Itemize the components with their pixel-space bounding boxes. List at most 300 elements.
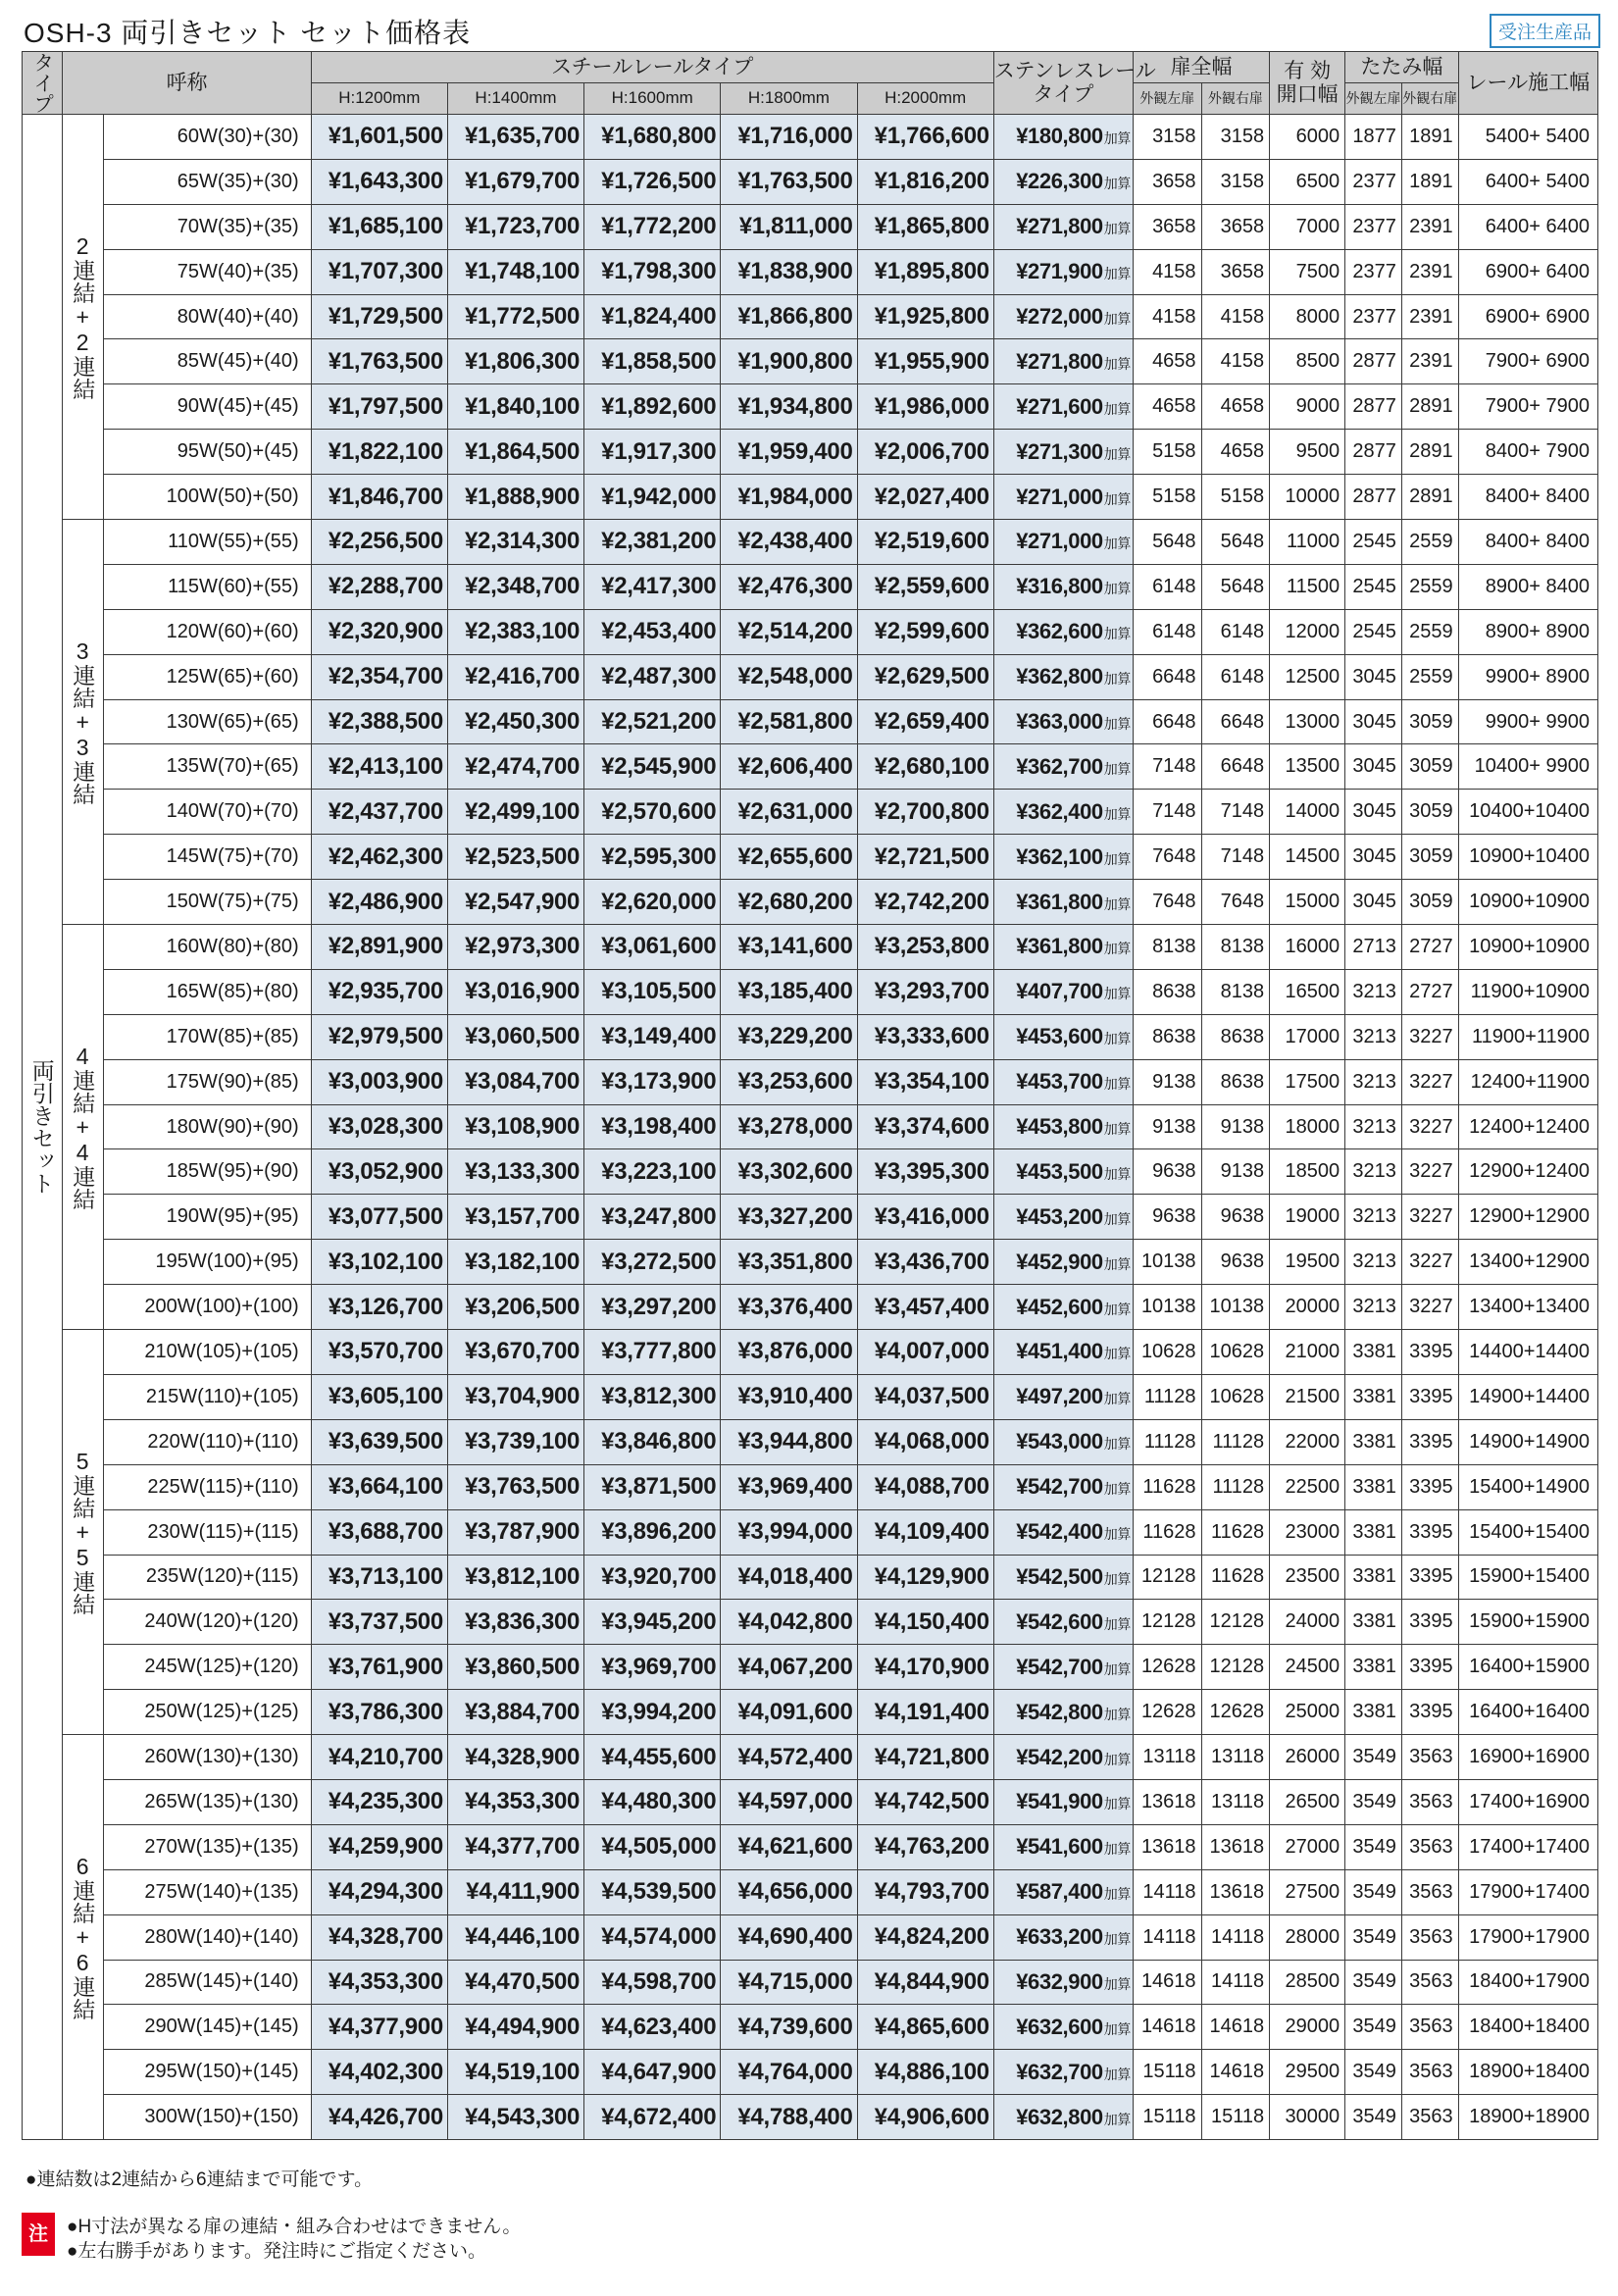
- stainless-price-value: ¥542,800: [1016, 1699, 1103, 1724]
- steel-price: ¥3,052,900: [311, 1149, 447, 1195]
- stainless-price: [993, 2050, 1133, 2095]
- steel-price: ¥4,572,400: [721, 1735, 857, 1780]
- header-folded-right: 外観右扉: [1401, 83, 1458, 115]
- steel-price: ¥4,543,300: [447, 2095, 583, 2140]
- opening-width: 18000: [1270, 1104, 1345, 1149]
- stainless-price: [993, 1600, 1133, 1645]
- door-right-width: 5648: [1201, 564, 1270, 609]
- door-right-width: 10628: [1201, 1330, 1270, 1375]
- steel-price: ¥3,084,700: [447, 1059, 583, 1104]
- steel-price: ¥4,470,500: [447, 1960, 583, 2005]
- steel-price: ¥2,417,300: [584, 564, 721, 609]
- steel-price: ¥3,028,300: [311, 1104, 447, 1149]
- door-right-width: 9638: [1201, 1240, 1270, 1285]
- rail-width: 18900+18400: [1458, 2050, 1597, 2095]
- folded-right-width: 3563: [1401, 1735, 1458, 1780]
- door-left-width: 5158: [1133, 475, 1201, 520]
- door-right-width: 13118: [1201, 1735, 1270, 1780]
- group-label: 6連結+6連結: [63, 1735, 103, 2140]
- stainless-price-value: ¥271,900: [1016, 259, 1103, 284]
- kasan-label: 加算: [1103, 176, 1131, 192]
- steel-price: ¥4,259,900: [311, 1824, 447, 1869]
- folded-right-width: 2559: [1401, 520, 1458, 565]
- steel-price: ¥4,621,600: [721, 1824, 857, 1869]
- stainless-price: [993, 1014, 1133, 1059]
- rail-width: 8400+ 8400: [1458, 520, 1597, 565]
- door-left-width: 13618: [1133, 1779, 1201, 1824]
- folded-right-width: 2391: [1401, 249, 1458, 294]
- steel-price: ¥2,891,900: [311, 925, 447, 970]
- table-row: [23, 249, 1598, 294]
- folded-right-width: 2727: [1401, 925, 1458, 970]
- folded-left-width: 3381: [1345, 1600, 1402, 1645]
- kasan-label: 加算: [1103, 1796, 1131, 1812]
- header-stainless-line2: タイプ: [1033, 82, 1094, 106]
- stainless-price: [993, 1645, 1133, 1690]
- steel-price: ¥4,574,000: [584, 1914, 721, 1960]
- steel-price: ¥2,381,200: [584, 520, 721, 565]
- rail-width: 10400+10400: [1458, 790, 1597, 835]
- size-name: 175W(90)+(85): [103, 1059, 311, 1104]
- door-left-width: 4158: [1133, 249, 1201, 294]
- folded-right-width: 2891: [1401, 430, 1458, 475]
- kasan-label: 加算: [1103, 490, 1131, 507]
- rail-width: 16900+16900: [1458, 1735, 1597, 1780]
- price-table-body: [23, 115, 1598, 2140]
- folded-left-width: 3549: [1345, 1914, 1402, 1960]
- door-left-width: 4158: [1133, 294, 1201, 339]
- stainless-price: [993, 1330, 1133, 1375]
- door-right-width: 9138: [1201, 1104, 1270, 1149]
- steel-price: ¥3,836,300: [447, 1600, 583, 1645]
- rail-width: 8900+ 8900: [1458, 609, 1597, 654]
- steel-price: ¥4,623,400: [584, 2005, 721, 2050]
- table-row: [23, 1195, 1598, 1240]
- steel-price: ¥3,141,600: [721, 925, 857, 970]
- door-left-width: 4658: [1133, 339, 1201, 384]
- steel-price: ¥4,091,600: [721, 1690, 857, 1735]
- door-right-width: 10138: [1201, 1285, 1270, 1330]
- stainless-price: [993, 654, 1133, 699]
- folded-left-width: 2713: [1345, 925, 1402, 970]
- door-right-width: 12128: [1201, 1645, 1270, 1690]
- size-name: 135W(70)+(65): [103, 744, 311, 790]
- rail-width: 12400+11900: [1458, 1059, 1597, 1104]
- stainless-price-value: ¥451,400: [1016, 1339, 1103, 1364]
- steel-price: ¥2,721,500: [857, 835, 993, 880]
- stainless-price-value: ¥407,700: [1016, 979, 1103, 1004]
- size-name: 150W(75)+(75): [103, 880, 311, 925]
- stainless-price-value: ¥271,000: [1016, 529, 1103, 554]
- opening-width: 7500: [1270, 249, 1345, 294]
- rail-width: 10400+ 9900: [1458, 744, 1597, 790]
- steel-price: ¥1,679,700: [447, 159, 583, 204]
- rail-width: 17400+16900: [1458, 1779, 1597, 1824]
- steel-price: ¥4,764,000: [721, 2050, 857, 2095]
- table-row: [23, 1779, 1598, 1824]
- stainless-price: [993, 1735, 1133, 1780]
- steel-price: ¥3,664,100: [311, 1464, 447, 1509]
- table-row: [23, 1014, 1598, 1059]
- steel-price: ¥1,917,300: [584, 430, 721, 475]
- steel-price: ¥2,659,400: [857, 699, 993, 744]
- stainless-price-value: ¥632,900: [1016, 1968, 1103, 1994]
- steel-price: ¥4,480,300: [584, 1779, 721, 1824]
- size-name: 270W(135)+(135): [103, 1824, 311, 1869]
- folded-left-width: 2545: [1345, 564, 1402, 609]
- table-row: [23, 1690, 1598, 1735]
- kasan-label: 加算: [1103, 986, 1131, 1002]
- steel-price: ¥1,643,300: [311, 159, 447, 204]
- table-row: [23, 1869, 1598, 1914]
- door-right-width: 6648: [1201, 744, 1270, 790]
- size-name: 85W(45)+(40): [103, 339, 311, 384]
- folded-right-width: 3395: [1401, 1374, 1458, 1419]
- folded-left-width: 3213: [1345, 1059, 1402, 1104]
- folded-right-width: 3563: [1401, 1779, 1458, 1824]
- opening-width: 12500: [1270, 654, 1345, 699]
- table-row: [23, 1464, 1598, 1509]
- rail-width: 12900+12400: [1458, 1149, 1597, 1195]
- kasan-label: 加算: [1103, 400, 1131, 417]
- steel-price: ¥2,559,600: [857, 564, 993, 609]
- header-stainless-line1: ステンレスレール: [993, 60, 1156, 83]
- folded-right-width: 2391: [1401, 294, 1458, 339]
- header-type: タイプ: [23, 52, 63, 115]
- steel-price: ¥1,748,100: [447, 249, 583, 294]
- steel-price: ¥3,061,600: [584, 925, 721, 970]
- door-right-width: 13618: [1201, 1869, 1270, 1914]
- opening-width: 25000: [1270, 1690, 1345, 1735]
- kasan-label: 加算: [1103, 445, 1131, 462]
- folded-right-width: 1891: [1401, 115, 1458, 160]
- folded-right-width: 3227: [1401, 1195, 1458, 1240]
- door-right-width: 6648: [1201, 699, 1270, 744]
- table-row: [23, 1509, 1598, 1555]
- steel-price: ¥2,935,700: [311, 969, 447, 1014]
- folded-right-width: 3563: [1401, 1869, 1458, 1914]
- stainless-price: [993, 204, 1133, 249]
- folded-left-width: 2377: [1345, 159, 1402, 204]
- opening-width: 13500: [1270, 744, 1345, 790]
- stainless-price: [993, 1240, 1133, 1285]
- folded-left-width: 3549: [1345, 2050, 1402, 2095]
- folded-right-width: 2391: [1401, 339, 1458, 384]
- steel-price: ¥4,763,200: [857, 1824, 993, 1869]
- stainless-price: [993, 430, 1133, 475]
- folded-left-width: 3549: [1345, 1779, 1402, 1824]
- steel-price: ¥1,798,300: [584, 249, 721, 294]
- door-left-width: 14618: [1133, 2005, 1201, 2050]
- stainless-price: [993, 1104, 1133, 1149]
- steel-price: ¥3,639,500: [311, 1419, 447, 1464]
- header-rail: レール施工幅: [1458, 52, 1597, 115]
- folded-right-width: 3059: [1401, 880, 1458, 925]
- door-left-width: 7148: [1133, 790, 1201, 835]
- steel-price: ¥4,455,600: [584, 1735, 721, 1780]
- steel-price: ¥3,351,800: [721, 1240, 857, 1285]
- steel-price: ¥4,037,500: [857, 1374, 993, 1419]
- steel-price: ¥3,871,500: [584, 1464, 721, 1509]
- steel-price: ¥4,742,500: [857, 1779, 993, 1824]
- size-name: 65W(35)+(30): [103, 159, 311, 204]
- kasan-label: 加算: [1103, 1391, 1131, 1407]
- folded-right-width: 1891: [1401, 159, 1458, 204]
- steel-price: ¥2,581,800: [721, 699, 857, 744]
- stainless-price-value: ¥226,300: [1016, 169, 1103, 194]
- steel-price: ¥2,486,900: [311, 880, 447, 925]
- opening-width: 24000: [1270, 1600, 1345, 1645]
- opening-width: 18500: [1270, 1149, 1345, 1195]
- steel-price: ¥2,547,900: [447, 880, 583, 925]
- door-right-width: 10628: [1201, 1374, 1270, 1419]
- steel-price: ¥4,597,000: [721, 1779, 857, 1824]
- stainless-price-value: ¥453,800: [1016, 1114, 1103, 1140]
- steel-price: ¥2,742,200: [857, 880, 993, 925]
- steel-price: ¥3,944,800: [721, 1419, 857, 1464]
- door-left-width: 7148: [1133, 744, 1201, 790]
- size-name: 60W(30)+(30): [103, 115, 311, 160]
- steel-price: ¥1,925,800: [857, 294, 993, 339]
- table-row: [23, 744, 1598, 790]
- steel-price: ¥2,620,000: [584, 880, 721, 925]
- steel-price: ¥2,438,400: [721, 520, 857, 565]
- steel-price: ¥3,223,100: [584, 1149, 721, 1195]
- stainless-price-value: ¥271,800: [1016, 214, 1103, 239]
- steel-price: ¥3,786,300: [311, 1690, 447, 1735]
- table-row: [23, 2005, 1598, 2050]
- steel-price: ¥2,487,300: [584, 654, 721, 699]
- steel-price: ¥3,969,700: [584, 1645, 721, 1690]
- opening-width: 9000: [1270, 384, 1345, 430]
- stainless-price-value: ¥453,600: [1016, 1024, 1103, 1049]
- steel-price: ¥2,680,200: [721, 880, 857, 925]
- door-left-width: 12128: [1133, 1600, 1201, 1645]
- size-name: 235W(120)+(115): [103, 1555, 311, 1600]
- rail-width: 15900+15400: [1458, 1555, 1597, 1600]
- size-name: 250W(125)+(125): [103, 1690, 311, 1735]
- folded-left-width: 3549: [1345, 1869, 1402, 1914]
- folded-left-width: 3045: [1345, 744, 1402, 790]
- stainless-price-value: ¥453,200: [1016, 1203, 1103, 1229]
- steel-price: ¥4,294,300: [311, 1869, 447, 1914]
- steel-price: ¥1,955,900: [857, 339, 993, 384]
- opening-width: 9500: [1270, 430, 1345, 475]
- table-row: [23, 1735, 1598, 1780]
- opening-width: 19500: [1270, 1240, 1345, 1285]
- table-row: [23, 790, 1598, 835]
- steel-price: ¥3,060,500: [447, 1014, 583, 1059]
- folded-left-width: 3213: [1345, 1285, 1402, 1330]
- kasan-label: 加算: [1103, 1121, 1131, 1138]
- folded-left-width: 2877: [1345, 339, 1402, 384]
- stainless-price: [993, 1149, 1133, 1195]
- folded-left-width: 3381: [1345, 1645, 1402, 1690]
- steel-price: ¥3,910,400: [721, 1374, 857, 1419]
- folded-left-width: 3549: [1345, 2005, 1402, 2050]
- steel-price: ¥1,865,800: [857, 204, 993, 249]
- stainless-price: [993, 115, 1133, 160]
- steel-price: ¥4,844,900: [857, 1960, 993, 2005]
- steel-price: ¥3,327,200: [721, 1195, 857, 1240]
- steel-price: ¥4,715,000: [721, 1960, 857, 2005]
- door-right-width: 8138: [1201, 969, 1270, 1014]
- kasan-label: 加算: [1103, 805, 1131, 822]
- steel-price: ¥1,685,100: [311, 204, 447, 249]
- opening-width: 28500: [1270, 1960, 1345, 2005]
- door-left-width: 12628: [1133, 1690, 1201, 1735]
- steel-price: ¥3,812,100: [447, 1555, 583, 1600]
- steel-price: ¥2,523,500: [447, 835, 583, 880]
- door-right-width: 4658: [1201, 430, 1270, 475]
- door-right-width: 11128: [1201, 1464, 1270, 1509]
- folded-left-width: 1877: [1345, 115, 1402, 160]
- rail-width: 16400+16400: [1458, 1690, 1597, 1735]
- steel-price: ¥4,647,900: [584, 2050, 721, 2095]
- door-left-width: 14118: [1133, 1869, 1201, 1914]
- opening-width: 6500: [1270, 159, 1345, 204]
- header-h2000: H:2000mm: [857, 83, 993, 115]
- stainless-price-value: ¥542,700: [1016, 1474, 1103, 1500]
- steel-price: ¥1,934,800: [721, 384, 857, 430]
- door-left-width: 4658: [1133, 384, 1201, 430]
- table-row: [23, 1059, 1598, 1104]
- group-label: 5連結+5連結: [63, 1330, 103, 1735]
- steel-price: ¥4,129,900: [857, 1555, 993, 1600]
- note-connections: ●連結数は2連結から6連結まで可能です。: [25, 2169, 374, 2190]
- size-name: 220W(110)+(110): [103, 1419, 311, 1464]
- stainless-price-value: ¥362,100: [1016, 843, 1103, 869]
- steel-price: ¥4,210,700: [311, 1735, 447, 1780]
- rail-width: 17900+17900: [1458, 1914, 1597, 1960]
- opening-width: 23500: [1270, 1555, 1345, 1600]
- table-row: [23, 969, 1598, 1014]
- size-name: 290W(145)+(145): [103, 2005, 311, 2050]
- stainless-price: [993, 339, 1133, 384]
- door-left-width: 5648: [1133, 520, 1201, 565]
- steel-price: ¥4,519,100: [447, 2050, 583, 2095]
- steel-price: ¥1,888,900: [447, 475, 583, 520]
- header-opening: [1270, 52, 1345, 115]
- kasan-label: 加算: [1103, 1886, 1131, 1903]
- opening-width: 29000: [1270, 2005, 1345, 2050]
- size-name: 265W(135)+(130): [103, 1779, 311, 1824]
- steel-price: ¥2,413,100: [311, 744, 447, 790]
- door-right-width: 5648: [1201, 520, 1270, 565]
- folded-left-width: 3045: [1345, 699, 1402, 744]
- rail-width: 7900+ 6900: [1458, 339, 1597, 384]
- kasan-label: 加算: [1103, 1841, 1131, 1858]
- opening-width: 29500: [1270, 2050, 1345, 2095]
- stainless-price: [993, 249, 1133, 294]
- folded-left-width: 3213: [1345, 1149, 1402, 1195]
- rail-width: 8900+ 8400: [1458, 564, 1597, 609]
- stainless-price: [993, 2095, 1133, 2140]
- folded-left-width: 3381: [1345, 1555, 1402, 1600]
- kasan-label: 加算: [1103, 1481, 1131, 1498]
- steel-price: ¥3,670,700: [447, 1330, 583, 1375]
- steel-price: ¥2,462,300: [311, 835, 447, 880]
- steel-price: ¥3,860,500: [447, 1645, 583, 1690]
- opening-width: 20000: [1270, 1285, 1345, 1330]
- steel-price: ¥1,942,000: [584, 475, 721, 520]
- header-door-width: 扉全幅: [1133, 52, 1269, 83]
- rail-width: 5400+ 5400: [1458, 115, 1597, 160]
- folded-right-width: 3395: [1401, 1464, 1458, 1509]
- size-name: 260W(130)+(130): [103, 1735, 311, 1780]
- folded-right-width: 2559: [1401, 654, 1458, 699]
- door-left-width: 13118: [1133, 1735, 1201, 1780]
- stainless-price: [993, 790, 1133, 835]
- folded-right-width: 3059: [1401, 744, 1458, 790]
- table-row: [23, 2050, 1598, 2095]
- steel-price: ¥3,570,700: [311, 1330, 447, 1375]
- steel-price: ¥1,635,700: [447, 115, 583, 160]
- steel-price: ¥4,353,300: [311, 1960, 447, 2005]
- steel-price: ¥4,150,400: [857, 1600, 993, 1645]
- door-left-width: 8138: [1133, 925, 1201, 970]
- header-door-left: 外観左扉: [1133, 83, 1201, 115]
- steel-price: ¥1,959,400: [721, 430, 857, 475]
- door-left-width: 12628: [1133, 1645, 1201, 1690]
- steel-price: ¥1,729,500: [311, 294, 447, 339]
- steel-price: ¥1,895,800: [857, 249, 993, 294]
- folded-right-width: 3395: [1401, 1419, 1458, 1464]
- door-right-width: 12128: [1201, 1600, 1270, 1645]
- size-name: 170W(85)+(85): [103, 1014, 311, 1059]
- size-name: 225W(115)+(110): [103, 1464, 311, 1509]
- rail-width: 13400+12900: [1458, 1240, 1597, 1285]
- steel-price: ¥1,858,500: [584, 339, 721, 384]
- steel-price: ¥4,739,600: [721, 2005, 857, 2050]
- rail-width: 9900+ 9900: [1458, 699, 1597, 744]
- steel-price: ¥4,353,300: [447, 1779, 583, 1824]
- folded-left-width: 2877: [1345, 475, 1402, 520]
- opening-width: 6000: [1270, 115, 1345, 160]
- folded-left-width: 3213: [1345, 1014, 1402, 1059]
- steel-price: ¥3,713,100: [311, 1555, 447, 1600]
- door-right-width: 13618: [1201, 1824, 1270, 1869]
- folded-right-width: 3563: [1401, 2050, 1458, 2095]
- steel-price: ¥3,198,400: [584, 1104, 721, 1149]
- steel-price: ¥4,235,300: [311, 1779, 447, 1824]
- size-name: 180W(90)+(90): [103, 1104, 311, 1149]
- table-row: [23, 1374, 1598, 1419]
- door-right-width: 4158: [1201, 339, 1270, 384]
- kasan-label: 加算: [1103, 941, 1131, 957]
- steel-price: ¥3,704,900: [447, 1374, 583, 1419]
- steel-price: ¥1,806,300: [447, 339, 583, 384]
- opening-width: 21000: [1270, 1330, 1345, 1375]
- door-left-width: 8638: [1133, 1014, 1201, 1059]
- opening-width: 26000: [1270, 1735, 1345, 1780]
- steel-price: ¥2,383,100: [447, 609, 583, 654]
- steel-price: ¥3,293,700: [857, 969, 993, 1014]
- kasan-label: 加算: [1103, 581, 1131, 597]
- table-row: [23, 1240, 1598, 1285]
- size-name: 95W(50)+(45): [103, 430, 311, 475]
- steel-price: ¥1,892,600: [584, 384, 721, 430]
- table-row: [23, 384, 1598, 430]
- rail-width: 17900+17400: [1458, 1869, 1597, 1914]
- steel-price: ¥4,328,700: [311, 1914, 447, 1960]
- steel-price: ¥1,726,500: [584, 159, 721, 204]
- door-left-width: 9638: [1133, 1195, 1201, 1240]
- group-label: 2連結+2連結: [63, 115, 103, 520]
- folded-right-width: 2559: [1401, 609, 1458, 654]
- steel-price: ¥2,519,600: [857, 520, 993, 565]
- steel-price: ¥4,377,700: [447, 1824, 583, 1869]
